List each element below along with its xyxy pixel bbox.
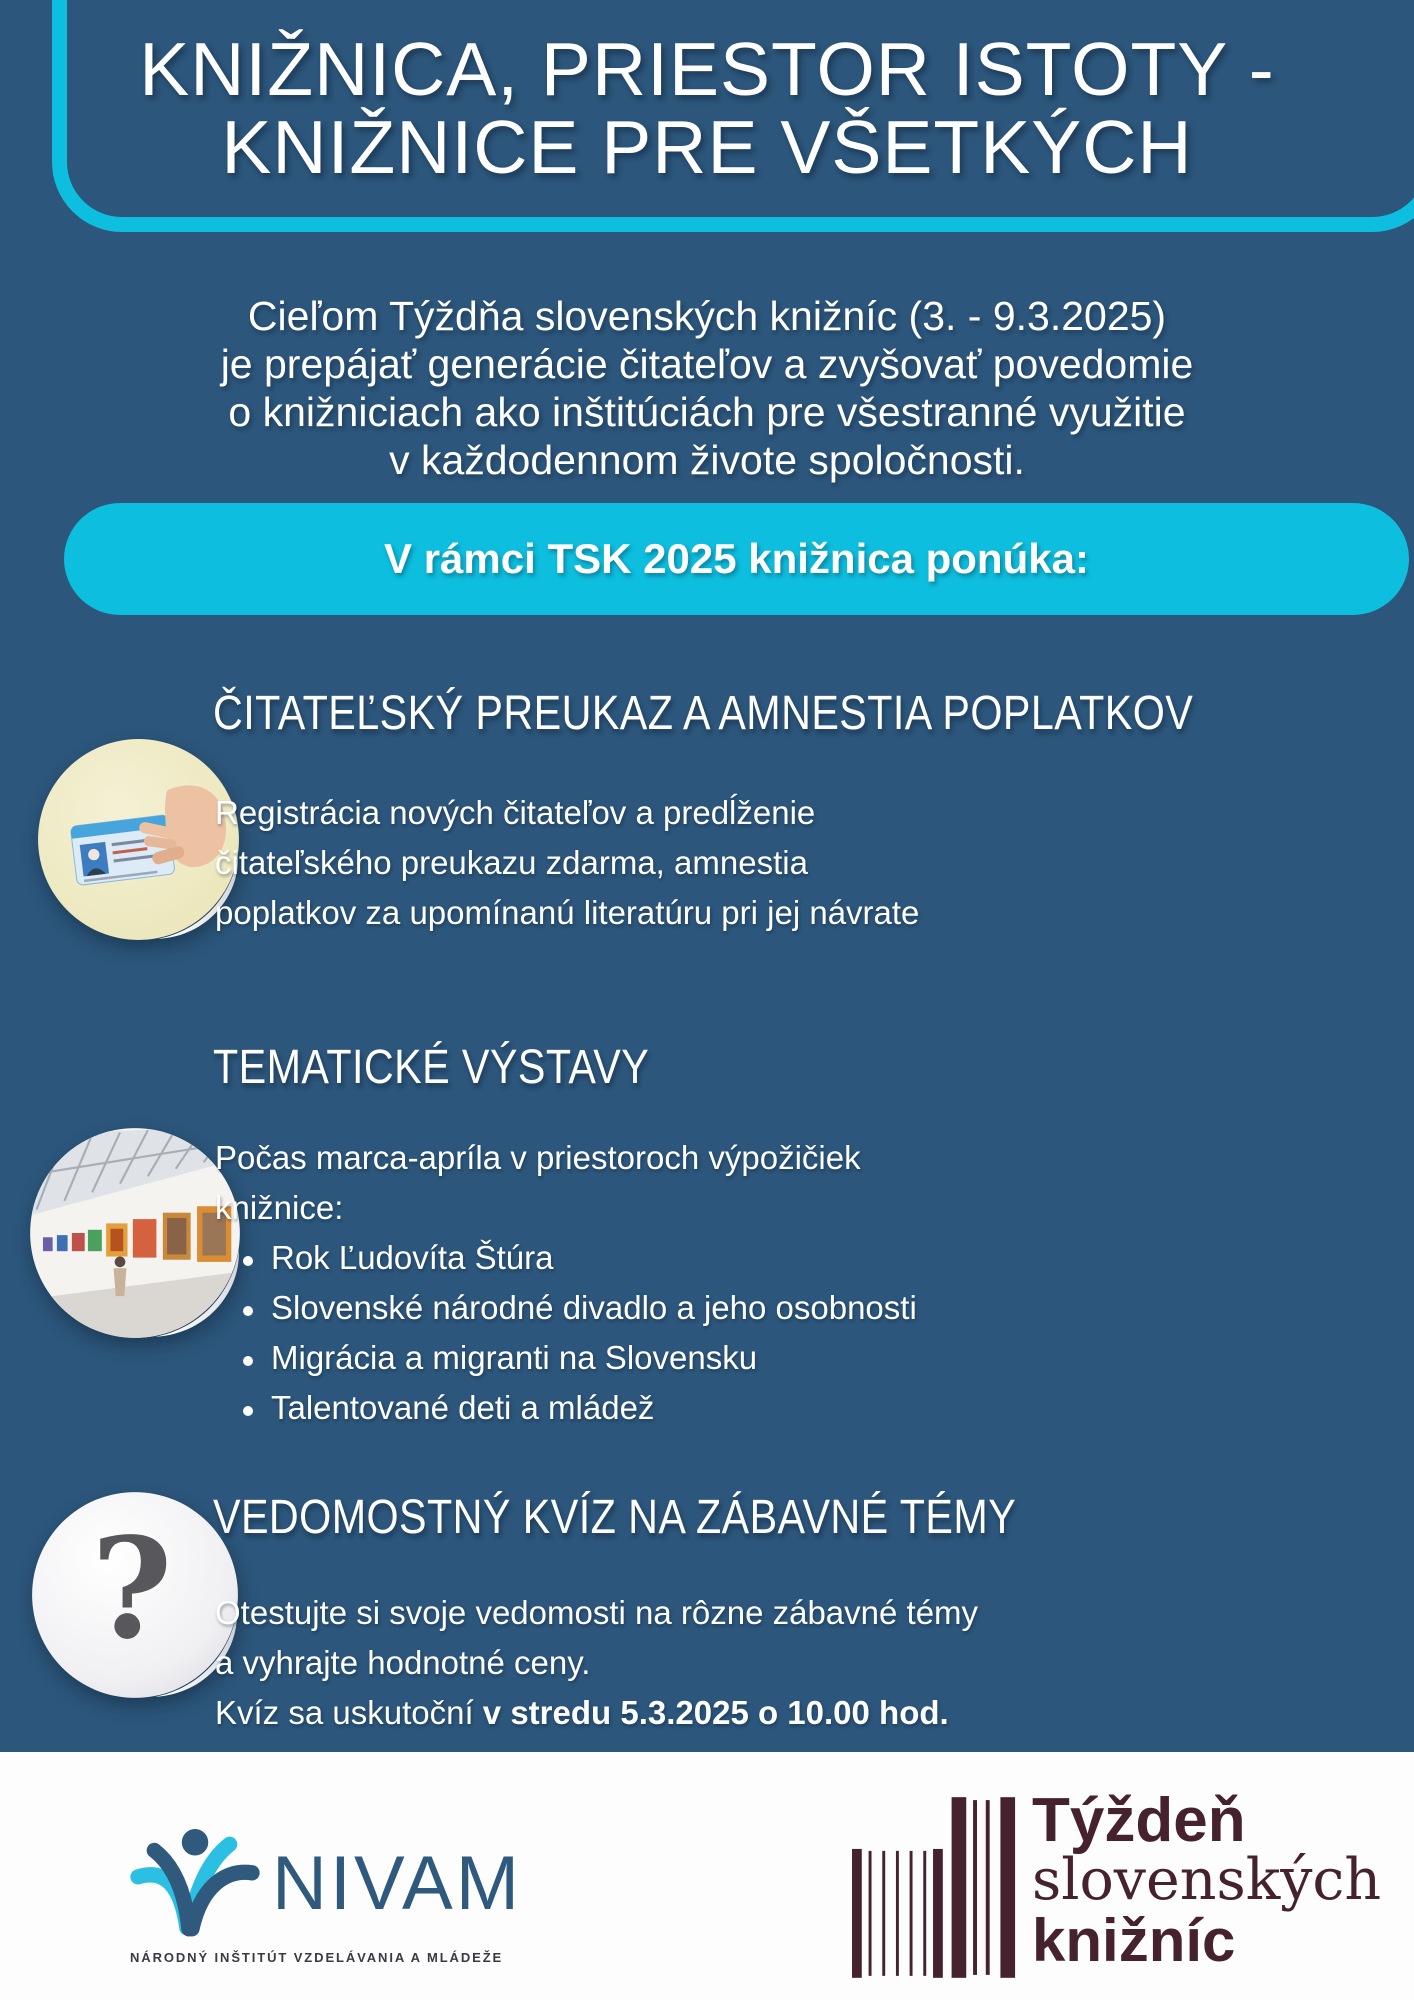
intro-paragraph <box>0 292 1414 484</box>
body-line: a vyhrajte hodnotné ceny. <box>215 1644 591 1681</box>
tsk-logo-text <box>1032 1786 1382 1974</box>
question-mark-sticker-icon <box>30 1490 240 1700</box>
body-line: poplatkov za upomínanú literatúru pri jej návrate <box>215 894 920 931</box>
tsk-logo-icon <box>852 1795 1018 1980</box>
section-heading-exhibitions: TEMATICKÉ VÝSTAVY <box>213 1041 650 1094</box>
offer-banner <box>64 503 1409 615</box>
page-title-line2: KNIŽNICE PRE VŠETKÝCH <box>221 105 1193 189</box>
tsk-line3: knižníc <box>1032 1907 1236 1974</box>
body-line: Otestujte si svoje vedomosti na rôzne zábavné témy <box>215 1594 979 1631</box>
body-line: Počas marca-apríla v priestoroch výpožičiek <box>215 1139 861 1176</box>
intro-line: Cieľom Týždňa slovenských knižníc (3. - 9.3.2025) <box>247 293 1167 339</box>
intro-line: o knižniciach ako inštitúciách pre všestranné využitie <box>228 389 1186 435</box>
nivam-logo-icon <box>126 1828 262 1940</box>
bullet-label: Rok Ľudovíta Štúra <box>271 1239 554 1276</box>
list-item <box>215 1333 917 1383</box>
section-body-reader-card <box>215 788 919 938</box>
intro-line: v každodennom živote spoločnosti. <box>389 437 1025 483</box>
bullet-label: Slovenské národné divadlo a jeho osobnosti <box>271 1289 917 1326</box>
section-body-exhibitions <box>215 1133 917 1433</box>
list-item <box>215 1233 917 1283</box>
bullet-icon <box>243 1256 253 1266</box>
bullet-icon <box>243 1356 253 1366</box>
bullet-label: Migrácia a migranti na Slovensku <box>271 1339 758 1376</box>
library-card-sticker-icon <box>36 737 241 942</box>
list-item <box>215 1383 917 1433</box>
nivam-wordmark: NIVAM <box>272 1841 523 1926</box>
question-mark-glyph: ? <box>91 1507 173 1670</box>
intro-line: je prepájať generácie čitateľov a zvyšovať povedomie <box>220 341 1194 387</box>
bullet-icon <box>243 1306 253 1316</box>
nivam-logo-mark <box>126 1828 262 1940</box>
section-body-quiz <box>215 1588 978 1738</box>
page-title-line1: KNIŽNICA, PRIESTOR ISTOTY - <box>139 27 1275 111</box>
body-line: knižnice: <box>215 1189 344 1226</box>
tsk-line2: slovenských <box>1032 1847 1382 1913</box>
quiz-schedule-datetime: v stredu 5.3.2025 o 10.00 hod. <box>482 1694 949 1731</box>
body-line: čitateľského preukazu zdarma, amnestia <box>215 844 808 881</box>
gallery-sticker-icon <box>28 1126 242 1340</box>
bullet-icon <box>243 1406 253 1416</box>
body-line: Registrácia nových čitateľov a predĺženie <box>215 794 816 831</box>
library-card-illustration <box>36 737 241 942</box>
page-title <box>0 27 1414 189</box>
section-heading-reader-card: ČITATEĽSKÝ PREUKAZ A AMNESTIA POPLATKOV <box>213 687 1194 740</box>
question-mark-illustration <box>30 1490 240 1700</box>
section-heading-quiz: VEDOMOSTNÝ KVÍZ NA ZÁBAVNÉ TÉMY <box>213 1491 1017 1544</box>
quiz-schedule-line <box>215 1688 978 1738</box>
nivam-subtitle: NÁRODNÝ INŠTITÚT VZDELÁVANIA A MLÁDEŽE <box>130 1950 504 1965</box>
gallery-illustration <box>28 1126 242 1340</box>
offer-banner-label: V rámci TSK 2025 knižnica ponúka: <box>384 535 1089 582</box>
quiz-schedule-prefix: Kvíz sa uskutoční <box>215 1694 483 1731</box>
bullet-label: Talentované deti a mládež <box>271 1389 655 1426</box>
tsk-line1: Týždeň <box>1032 1786 1246 1855</box>
list-item <box>215 1283 917 1333</box>
tsk-logo-bars <box>852 1795 1018 1980</box>
